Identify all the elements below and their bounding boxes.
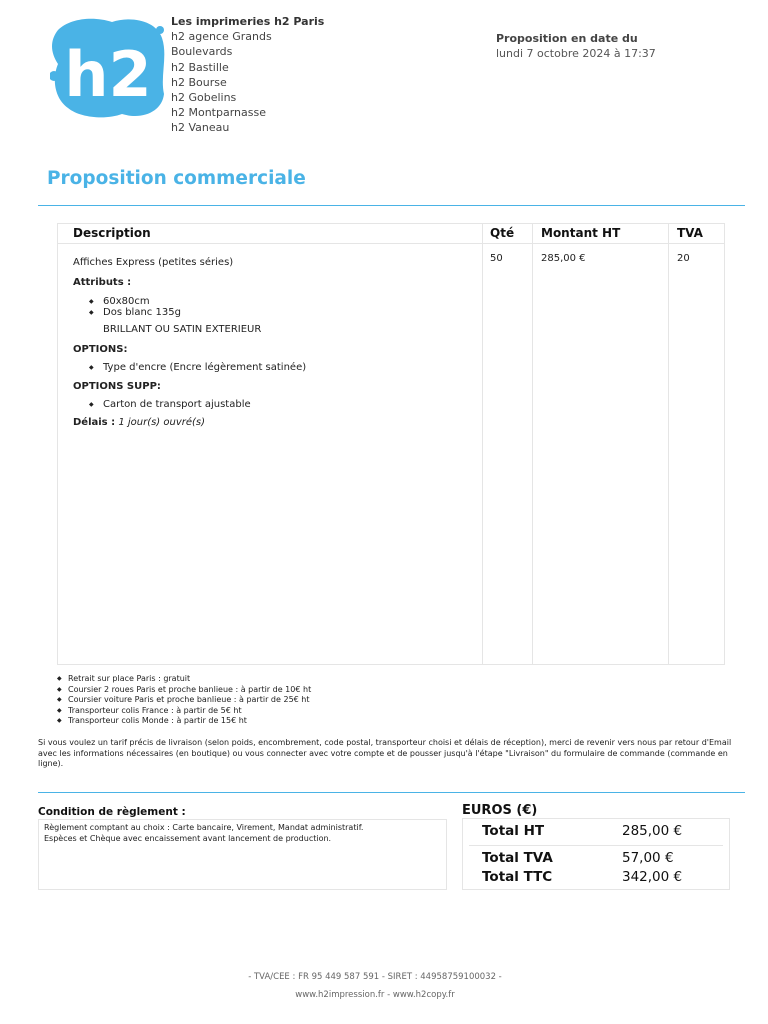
options-supp-label: OPTIONS SUPP: [73, 380, 161, 392]
row-amount: 285,00 € [541, 253, 586, 264]
list-item: ◆ Coursier 2 roues Paris et proche banlieue : à partir de 10€ ht [57, 685, 311, 696]
section-divider [38, 792, 745, 793]
list-item: ◆ Dos blanc 135g [89, 308, 473, 319]
table-row-description [73, 256, 473, 430]
total-tva-label: Total TVA [482, 850, 553, 866]
header-divider [58, 243, 724, 244]
list-item: ◆ Transporteur colis Monde : à partir de 15€ ht [57, 716, 311, 727]
list-item: ◆ Carton de transport ajustable [89, 400, 473, 411]
header-qty: Qté [490, 226, 515, 240]
proposal-date-value: lundi 7 octobre 2024 à 17:37 [496, 47, 656, 60]
payment-line: Espèces et Chèque avec encaissement avant lancement de production. [44, 833, 332, 843]
header-tva: TVA [677, 226, 703, 240]
delay-value: 1 jour(s) ouvré(s) [118, 417, 206, 428]
totals-divider [469, 845, 723, 846]
shipping-list [57, 674, 311, 727]
total-ttc-value: 342,00 € [622, 869, 683, 885]
proposal-date-label: Proposition en date du [496, 32, 638, 45]
options-list [89, 363, 473, 374]
row-tva: 20 [677, 253, 690, 264]
company-line: h2 Montparnasse [171, 106, 266, 120]
company-line: h2 Gobelins [171, 91, 237, 105]
footer-links: www.h2impression.fr - www.h2copy.fr [295, 990, 455, 1000]
options-label: OPTIONS: [73, 344, 128, 355]
totals-box [462, 818, 730, 890]
product-name: Affiches Express (petites séries) [73, 257, 234, 268]
column-divider [532, 224, 533, 664]
list-item: ◆ 60x80cm [89, 297, 473, 308]
total-tva-value: 57,00 € [622, 850, 674, 866]
title-divider [38, 205, 745, 206]
company-line: Boulevards [171, 45, 233, 59]
company-line: h2 agence Grands [171, 30, 272, 44]
row-qty: 50 [490, 253, 503, 264]
total-ht-label: Total HT [482, 823, 545, 839]
company-line: h2 Bourse [171, 75, 227, 89]
list-item: ◆ Transporteur colis France : à partir de 5€ ht [57, 706, 311, 717]
payment-line: Règlement comptant au choix : Carte bancaire, Virement, Mandat administratif. [44, 823, 364, 832]
proposal-date [496, 31, 656, 61]
shipping-info: Si vous voulez un tarif précis de livraison (selon poids, encombrement, code postal, transporteur choisi et délais de réception), merci de revenir vers nous par retour d'Email avec les informations nécessaires (en boutique) ou vous connecter avec votre compte et de pousser jusqu'à l'étape "Livraison" du formulaire de commande (commande en ligne). [38, 738, 732, 768]
payment-box [38, 819, 447, 890]
logo-text: h2 [64, 38, 152, 111]
footer-legal: - TVA/CEE : FR 95 449 587 591 - SIRET : 44958759100032 - [248, 972, 502, 982]
list-item: ◆ Coursier voiture Paris et proche banlieue : à partir de 25€ ht [57, 695, 311, 706]
header-amount: Montant HT [541, 226, 621, 240]
total-ttc-label: Total TTC [482, 869, 553, 885]
finish-text: BRILLANT OU SATIN EXTERIEUR [103, 324, 262, 335]
total-ht-value: 285,00 € [622, 823, 683, 839]
delay [73, 416, 473, 430]
company-line: h2 Bastille [171, 60, 229, 74]
h2-logo [50, 16, 166, 120]
items-table [57, 223, 725, 665]
list-item: ◆ Retrait sur place Paris : gratuit [57, 674, 311, 685]
company-name: Les imprimeries h2 Paris [171, 15, 325, 28]
list-item: ◆ Type d'encre (Encre légèrement satinée) [89, 363, 473, 374]
header-description: Description [73, 226, 151, 240]
column-divider [668, 224, 669, 664]
currency-label: EUROS (€) [462, 803, 538, 818]
options-supp-list [89, 400, 473, 411]
attributes-label: Attributs : [73, 277, 132, 288]
column-divider [482, 224, 483, 664]
delay-label: Délais : [73, 417, 116, 428]
company-line: h2 Vaneau [171, 121, 230, 135]
company-info [171, 14, 324, 136]
page-title: Proposition commerciale [47, 168, 306, 189]
attributes-list [89, 297, 473, 318]
payment-title: Condition de règlement : [38, 806, 186, 818]
